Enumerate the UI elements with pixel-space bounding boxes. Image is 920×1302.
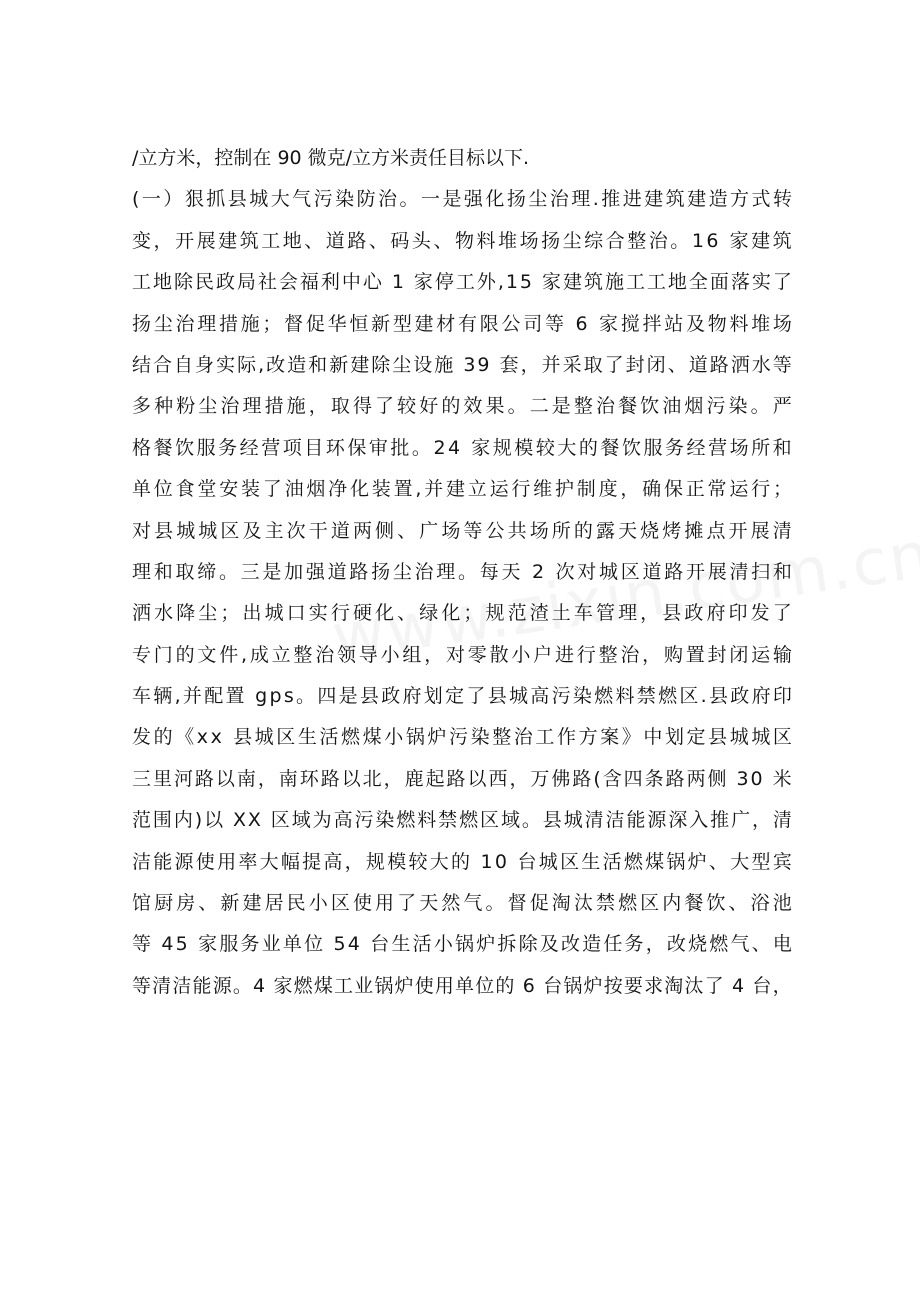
text-line: 馆 厨 房 、 新 建 居 民 小 区 使 用 了 天 然 气 。 督 促 淘 汰 禁 燃 区 内 餐 饮 、 浴 池 <box>132 892 792 915</box>
text-line: /立方米，控制在 90 微克/立方米责任目标以下. <box>132 147 530 169</box>
text-line: 变 ， 开 展 建 筑 工 地 、 道 路 、 码 头 、 物 料 堆 场 扬 尘 综 合 整 治 。 1 6 家 建 筑 <box>132 229 792 252</box>
text-line: 范 围 内 ) 以 X X 区 域 为 高 污 染 燃 料 禁 燃 区 域 。 县 城 清 洁 能 源 深 入 推 广 ， 清 <box>132 809 792 832</box>
text-line: 等 4 5 家 服 务 业 单 位 5 4 台 生 活 小 锅 炉 拆 除 及 改 造 任 务 ， 改 烧 燃 气 、 电 <box>132 933 792 956</box>
text-line: 单 位 食 堂 安 装 了 油 烟 净 化 装 置 , 并 建 立 运 行 维 护 制 度 ， 确 保 正 常 运 行 ； <box>132 478 792 501</box>
text-line: ( 一 ） 狠 抓 县 城 大 气 污 染 防 治 。 一 是 强 化 扬 尘 治 理 . 推 进 建 筑 建 造 方 式 转 <box>132 188 792 211</box>
text-line: 车 辆 , 并 配 置 g p s 。 四 是 县 政 府 划 定 了 县 城 高 污 染 燃 料 禁 燃 区 . 县 政 府 印 <box>132 685 792 708</box>
text-line: 工 地 除 民 政 局 社 会 福 利 中 心 1 家 停 工 外 , 1 5 家 建 筑 施 工 工 地 全 面 落 实 了 <box>132 271 792 294</box>
text-line: 等 清 洁 能 源 。 4 家 燃 煤 工 业 锅 炉 使 用 单 位 的 6 台 锅 炉 按 要 求 淘 汰 了 4 台 ， <box>132 974 792 997</box>
text-line: 三 里 河 路 以 南 ， 南 环 路 以 北 ， 鹿 起 路 以 西 ， 万 佛 路 ( 含 四 条 路 两 侧 3 0 米 <box>132 767 792 790</box>
body-text <box>132 138 792 1007</box>
text-line: 多 种 粉 尘 治 理 措 施 ， 取 得 了 较 好 的 效 果 。 二 是 整 治 餐 饮 油 烟 污 染 。 严 <box>132 395 792 418</box>
text-line: 洁 能 源 使 用 率 大 幅 提 高 ， 规 模 较 大 的 1 0 台 城 区 生 活 燃 煤 锅 炉 、 大 型 宾 <box>132 850 792 873</box>
text-line: 结 合 自 身 实 际 , 改 造 和 新 建 除 尘 设 施 3 9 套 ， 并 采 取 了 封 闭 、 道 路 洒 水 等 <box>132 353 792 376</box>
text-line: 理 和 取 缔 。 三 是 加 强 道 路 扬 尘 治 理 。 每 天 2 次 对 城 区 道 路 开 展 清 扫 和 <box>132 560 792 583</box>
text-line: 专 门 的 文 件 , 成 立 整 治 领 导 小 组 ， 对 零 散 小 户 进 行 整 治 ， 购 置 封 闭 运 输 <box>132 643 792 666</box>
text-line: 扬 尘 治 理 措 施 ； 督 促 华 恒 新 型 建 材 有 限 公 司 等 6 家 搅 拌 站 及 物 料 堆 场 <box>132 312 792 335</box>
text-line: 对 县 城 城 区 及 主 次 干 道 两 侧 、 广 场 等 公 共 场 所 的 露 天 烧 烤 摊 点 开 展 清 <box>132 519 792 542</box>
text-line: 洒 水 降 尘 ； 出 城 口 实 行 硬 化 、 绿 化 ； 规 范 渣 土 车 管 理 ， 县 政 府 印 发 了 <box>132 602 792 625</box>
text-line: 发 的 《 x x 县 城 区 生 活 燃 煤 小 锅 炉 污 染 整 治 工 作 方 案 》 中 划 定 县 城 城 区 <box>132 726 792 749</box>
text-line: 格 餐 饮 服 务 经 营 项 目 环 保 审 批 。 2 4 家 规 模 较 大 的 餐 饮 服 务 经 营 场 所 和 <box>132 436 792 459</box>
